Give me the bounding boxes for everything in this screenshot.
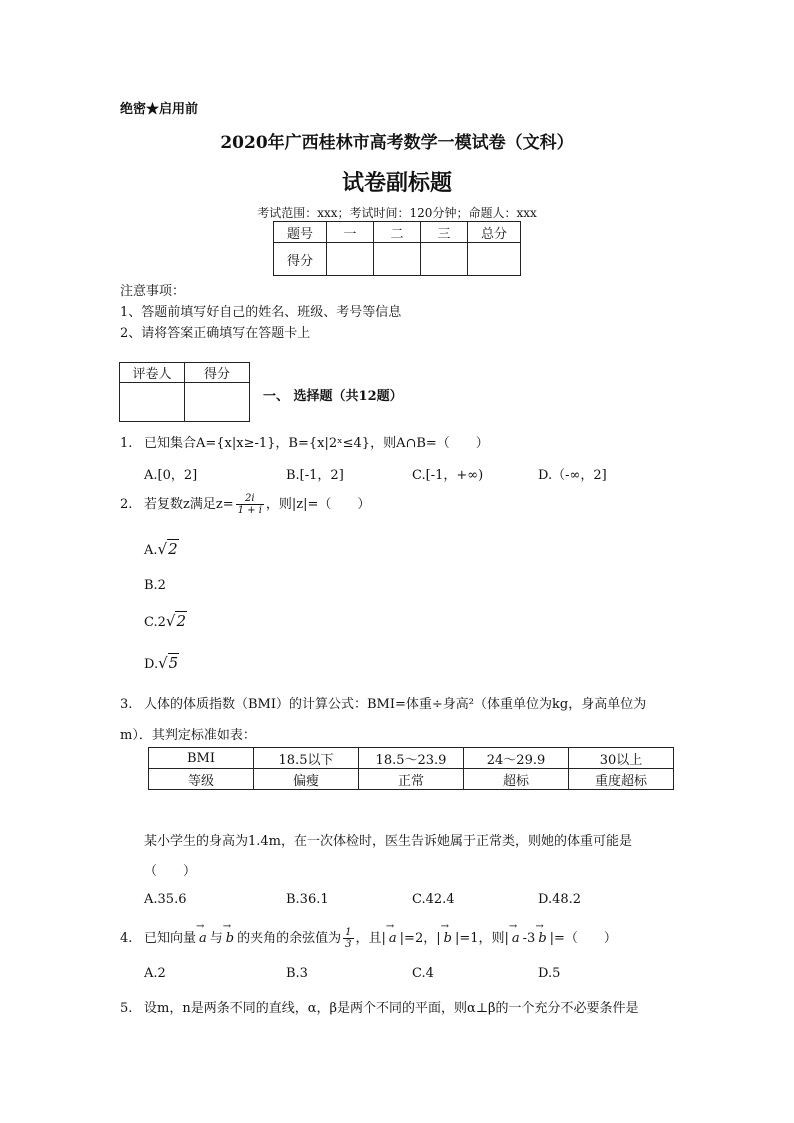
option-c <box>144 612 187 630</box>
question-3 <box>120 693 646 712</box>
bmi-cell: 等级 <box>149 769 254 790</box>
score-cell <box>468 243 521 276</box>
question-text: |=2，| <box>399 931 441 946</box>
question-text: 人体的体质指数（BMI）的计算公式：BMI=体重÷身高²（体重单位为kg，身高单位为 <box>144 697 647 712</box>
vector-a: → a <box>196 931 210 946</box>
question-text-tail: ，则|z|=（ ） <box>265 497 371 512</box>
fraction-numerator: 1 <box>345 927 352 938</box>
option-b: B.3 <box>286 966 308 981</box>
fraction-denominator: 3 <box>345 939 352 950</box>
bmi-cell: 30以上 <box>569 748 674 769</box>
fraction <box>343 927 353 950</box>
sqrt-symbol: √2 <box>157 540 178 558</box>
question-3-line2: m）．其判定标准如表： <box>120 728 256 743</box>
score-cell <box>327 243 374 276</box>
bmi-cell: 重度超标 <box>569 769 674 790</box>
question-number: 4. <box>120 931 133 946</box>
question-text: 的夹角的余弦值为 <box>237 931 342 946</box>
option-a: A.[0，2] <box>144 468 198 483</box>
radicand: 5 <box>168 654 179 672</box>
question-number: 1. <box>120 436 133 451</box>
score-cell <box>421 243 468 276</box>
confidential-mark: 绝密★启用前 <box>120 102 199 117</box>
vector-a: → a <box>386 931 400 946</box>
exam-subtitle: 试卷副标题 <box>341 170 452 196</box>
option-b: B.36.1 <box>286 892 329 907</box>
score-header-cell: 总分 <box>468 222 521 243</box>
option-d: D.（-∞，2] <box>538 468 607 483</box>
option-d: D.5 <box>538 966 561 981</box>
question-text: 设m，n是两条不同的直线，α，β是两个不同的平面，则α⊥β的一个充分不必要条件是 <box>144 1001 639 1016</box>
question-text: 已知向量 <box>144 931 197 946</box>
vector-b: → b <box>441 931 455 946</box>
vector-b: → b <box>535 931 549 946</box>
bmi-cell: 24～29.9 <box>464 748 569 769</box>
question-5 <box>120 997 639 1016</box>
score-table <box>273 221 521 276</box>
bmi-cell: 正常 <box>359 769 464 790</box>
question-text: |=1，则| <box>454 931 509 946</box>
question-number: 2. <box>120 497 133 512</box>
option-label: C. <box>144 615 158 630</box>
grader-header: 得分 <box>185 363 250 383</box>
score-header-cell: 三 <box>421 222 468 243</box>
question-text: 已知集合A={x|x≥-1}，B={x|2ˣ≤4}，则A∩B=（ ） <box>144 436 489 451</box>
sqrt-symbol: √5 <box>158 654 179 672</box>
notice-item: 2、请将答案正确填写在答题卡上 <box>120 326 311 341</box>
score-header-cell: 题号 <box>274 222 327 243</box>
option-d <box>144 654 179 672</box>
option-b: B.2 <box>144 578 166 593</box>
option-label: A. <box>144 543 158 558</box>
question-text: ，且| <box>355 931 386 946</box>
score-header-cell: 二 <box>374 222 421 243</box>
question-4 <box>120 927 617 950</box>
bmi-cell: BMI <box>149 748 254 769</box>
option-label: D. <box>144 657 159 672</box>
vector-b: → b <box>223 931 237 946</box>
question-text: 与 <box>209 931 223 946</box>
option-a <box>144 540 179 558</box>
question-number: 5. <box>120 1001 133 1016</box>
option-a: A.2 <box>144 966 166 981</box>
bmi-cell: 18.5～23.9 <box>359 748 464 769</box>
score-row-label: 得分 <box>274 243 327 276</box>
section-heading: 一、 选择题（共12题） <box>263 389 403 404</box>
fraction-denominator: 1 + i <box>237 505 262 516</box>
grader-cell <box>185 383 250 422</box>
bmi-cell: 18.5以下 <box>254 748 359 769</box>
grader-header: 评卷人 <box>120 363 185 383</box>
notice-title: 注意事项： <box>120 284 186 299</box>
question-3-line4: （ ） <box>144 864 197 879</box>
score-header-cell: 一 <box>327 222 374 243</box>
grader-cell <box>120 383 185 422</box>
radicand: 2 <box>176 612 187 630</box>
notice-item: 1、答题前填写好自己的姓名、班级、考号等信息 <box>120 305 402 320</box>
exam-info: 考试范围：xxx；考试时间：120分钟；命题人：xxx <box>257 206 537 220</box>
question-text: 若复数z满足z= <box>144 497 234 512</box>
option-a: A.35.6 <box>144 892 187 907</box>
coefficient: 2 <box>157 615 166 630</box>
option-b: B.[-1，2] <box>286 468 344 483</box>
vector-a: → a <box>509 931 523 946</box>
grader-table <box>119 362 250 422</box>
radicand: 2 <box>168 540 178 558</box>
question-text: |=（ ） <box>549 931 617 946</box>
score-cell <box>374 243 421 276</box>
question-2 <box>120 493 370 516</box>
bmi-cell: 偏瘦 <box>254 769 359 790</box>
option-c: C.4 <box>412 966 434 981</box>
option-c: C.[-1，+∞) <box>412 468 484 483</box>
option-c: C.42.4 <box>412 892 455 907</box>
question-3-line3: 某小学生的身高为1.4m，在一次体检时，医生告诉她属于正常类，则她的体重可能是 <box>144 834 633 849</box>
bmi-table <box>148 747 674 790</box>
sqrt-symbol: √2 <box>165 612 187 630</box>
exam-title: 2020年广西桂林市高考数学一模试卷（文科） <box>220 133 574 153</box>
question-number: 3. <box>120 697 133 712</box>
question-text: -3 <box>522 931 536 946</box>
bmi-cell: 超标 <box>464 769 569 790</box>
fraction <box>236 493 264 516</box>
question-1 <box>120 432 489 451</box>
fraction-numerator: 2i <box>236 493 264 505</box>
option-d: D.48.2 <box>538 892 582 907</box>
